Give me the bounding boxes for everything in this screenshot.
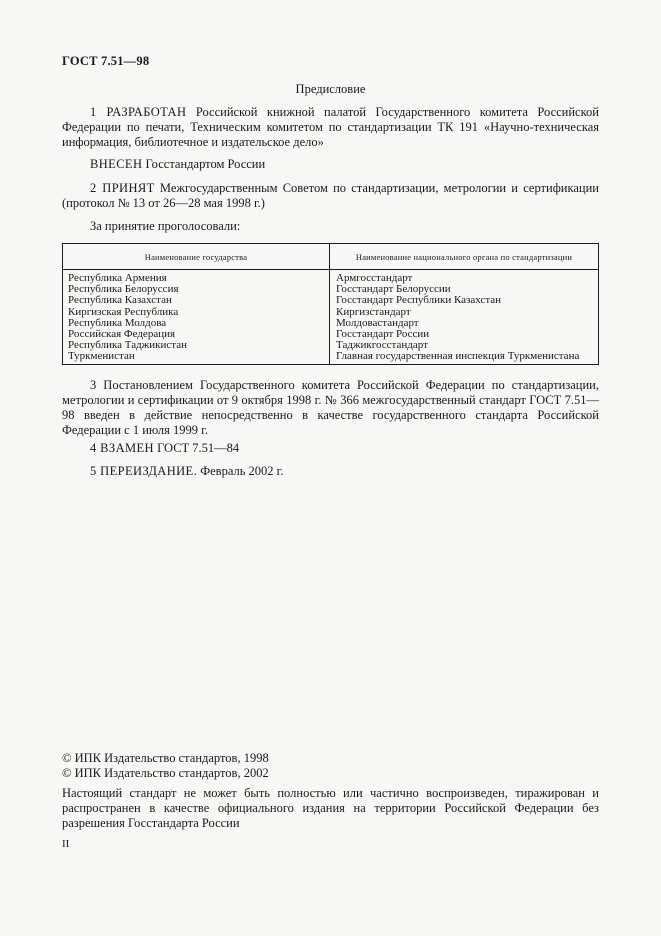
- copyright-block: [62, 751, 269, 781]
- section-1b-lead: ВНЕСЕН: [90, 157, 143, 171]
- section-5-text: Февраль 2002 г.: [197, 464, 284, 478]
- voting-table: [62, 243, 599, 365]
- table-header-body: Наименование национального органа по стандартизации: [355, 252, 573, 262]
- table-cell-state: Республика Армения: [68, 272, 167, 284]
- table-cell-state: Республика Молдова: [68, 316, 167, 329]
- copyright-line: © ИПК Издательство стандартов, 1998: [62, 751, 269, 765]
- table-cell-state: Республика Белоруссия: [68, 283, 179, 296]
- table-column-divider: [329, 244, 330, 364]
- table-cell-body: Госстандарт России: [336, 328, 430, 341]
- section-1-lead: 1 РАЗРАБОТАН: [90, 105, 187, 119]
- section-3-enacted: [62, 378, 599, 438]
- section-1-text: Российской книжной палатой Государственного комитета Российской Федерации по печати, Техническим комитетом по стандартизации ТК 191 «Научно-техническая информация, библиотечное и издательское дело»: [62, 105, 599, 149]
- table-header-state: Наименование государства: [144, 252, 248, 262]
- section-1-developed: [62, 105, 599, 150]
- section-2-lead: 2 ПРИНЯТ: [90, 181, 155, 195]
- copyright-line: © ИПК Издательство стандартов, 2002: [62, 766, 269, 780]
- reproduction-notice: [62, 786, 599, 831]
- table-cell-state: Российская Федерация: [68, 328, 176, 341]
- table-column-bodies: [336, 273, 579, 363]
- page-number: II: [62, 838, 70, 850]
- section-4-text: ГОСТ 7.51—84: [153, 441, 240, 455]
- section-2-text: Межгосударственным Советом по стандартизации, метрологии и сертификации (протокол № 13 от 26—28 мая 1998 г.): [62, 181, 599, 210]
- table-cell-body: Киргизстандарт: [336, 305, 411, 318]
- table-cell-body: Главная государственная инспекция Туркменистана: [336, 350, 580, 363]
- section-5-reissue: [62, 464, 599, 479]
- table-cell-body: Молдовастандарт: [336, 316, 419, 329]
- vote-intro: [62, 219, 599, 234]
- table-cell-body: Армгосстандарт: [336, 272, 413, 284]
- table-cell-state: Киргизская Республика: [68, 305, 179, 318]
- table-cell-body: Таджикгосстандарт: [336, 339, 428, 352]
- notice-text: Настоящий стандарт не может быть полностью или частично воспроизведен, тиражирован и распространен в качестве официального издания на территории Российской Федерации без разрешения Госстандарта России: [62, 786, 599, 830]
- section-5-lead: 5 ПЕРЕИЗДАНИЕ.: [90, 464, 198, 478]
- page-title: Предисловие: [295, 82, 366, 96]
- table-cell-body: Госстандарт Белоруссии: [336, 283, 451, 296]
- table-cell-state: Республика Казахстан: [68, 294, 172, 307]
- vote-text: За принятие проголосовали:: [90, 219, 241, 233]
- section-4-lead: 4 ВЗАМЕН: [90, 441, 154, 455]
- table-cell-state: Туркменистан: [68, 350, 135, 363]
- section-3-text: 3 Постановлением Государственного комитета Российской Федерации по стандартизации, метрологии и сертификации от 9 октября 1998 г. № 366 межгосударственный стандарт ГОСТ 7.51—98 введен в действие непосредственно в качестве государственного стандарта Российской Федерации с 1 июля 1999 г.: [62, 378, 599, 437]
- table-column-states: [68, 273, 187, 363]
- table-cell-body: Госстандарт Республики Казахстан: [336, 294, 502, 307]
- table-cell-state: Республика Таджикистан: [68, 339, 187, 352]
- section-1b-text: Госстандартом России: [142, 157, 266, 171]
- table-header-divider: [63, 269, 598, 270]
- section-1-submitted: [62, 157, 599, 172]
- standard-code: ГОСТ 7.51—98: [62, 54, 150, 68]
- section-2-adopted: [62, 181, 599, 211]
- section-4-replaces: [62, 441, 599, 456]
